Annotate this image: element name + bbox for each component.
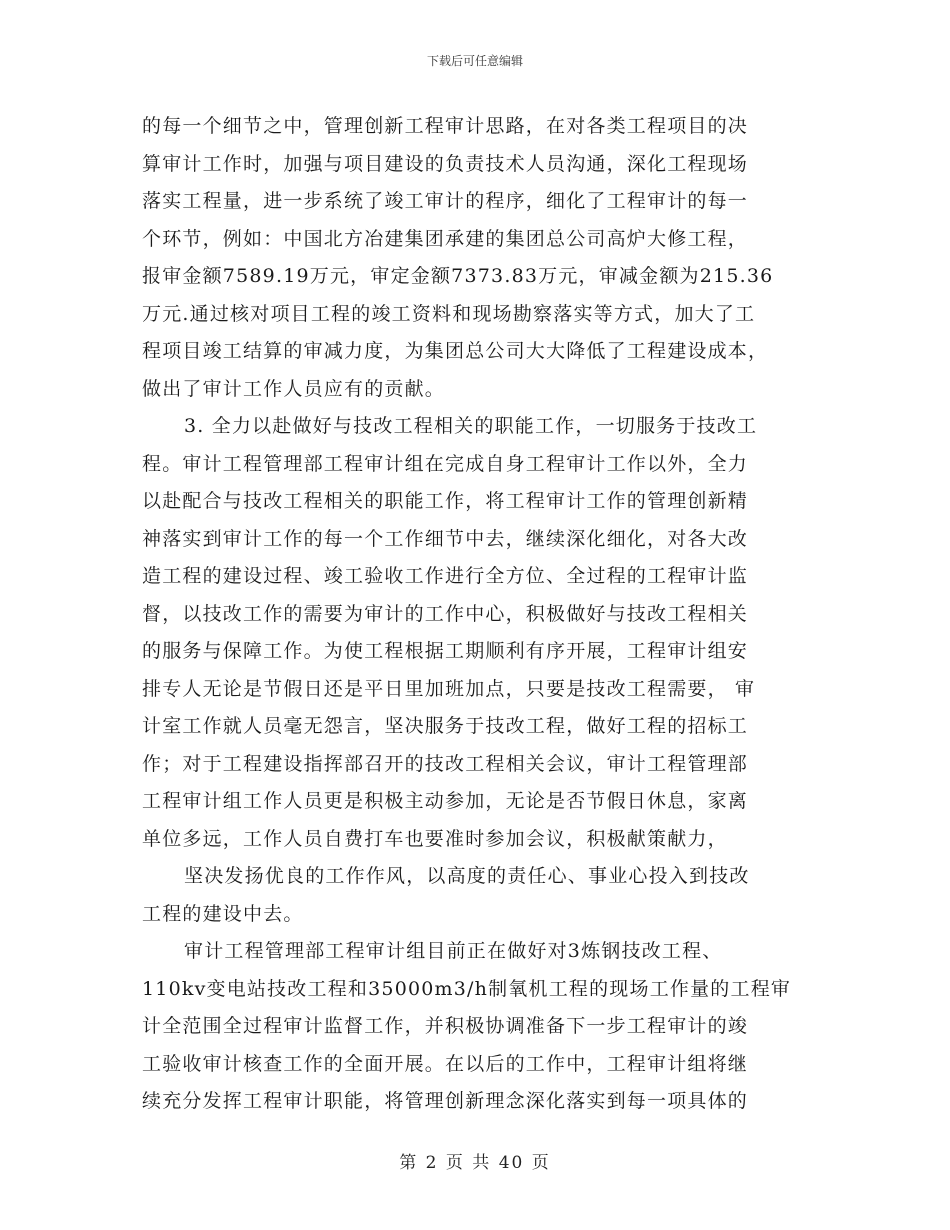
text-line: 单位多远，工作人员自费打车也要准时参加会议，积极献策献力， [142, 827, 728, 850]
text-line: 110kv变电站技改工程和35000m3/h制氧机工程的现场工作量的工程审 [142, 977, 792, 1000]
text-line: 排专人无论是节假日还是平日里加班加点，只要是技改工程需要， 审 [142, 677, 756, 700]
text-line: 万元.通过核对项目工程的竣工资料和现场勘察落实等方式，加大了工 [142, 302, 756, 325]
text-line: 3. 全力以赴做好与技改工程相关的职能工作，一切服务于技改工 [184, 415, 758, 437]
document-body [142, 108, 810, 1121]
text-line: 做出了审计工作人员应有的贡献。 [142, 377, 446, 400]
text-line: 计室工作就人员毫无怨言，坚决服务于技改工程，做好工程的招标工 [142, 715, 749, 737]
text-line: 程项目竣工结算的审减力度，为集团总公司大大降低了工程建设成本， [142, 340, 769, 362]
text-line: 神落实到审计工作的每一个工作细节中去，继续深化细化，对各大改 [142, 527, 749, 550]
text-line: 坚决发扬优良的工作作风，以高度的责任心、事业心投入到技改 [184, 865, 750, 887]
text-line: 的服务与保障工作。为使工程根据工期顺利有序开展，工程审计组安 [142, 640, 749, 662]
text-line: 造工程的建设过程、竣工验收工作进行全方位、全过程的工程审计监 [142, 565, 749, 587]
text-line: 计全范围全过程审计监督工作，并积极协调准备下一步工程审计的竣 [142, 1015, 749, 1037]
text-line: 工验收审计核查工作的全面开展。在以后的工作中，工程审计组将继 [142, 1052, 749, 1075]
text-line: 算审计工作时，加强与项目建设的负责技术人员沟通，深化工程现场 [142, 152, 749, 175]
page-header: 下载后可任意编辑 [426, 54, 523, 68]
page-footer: 第 2 页 共 40 页 [399, 1153, 551, 1173]
text-line: 审计工程管理部工程审计组目前正在做好对3炼钢技改工程、 [184, 940, 723, 962]
text-line: 工程的建设中去。 [142, 902, 304, 925]
text-line: 的每一个细节之中，管理创新工程审计思路，在对各类工程项目的决 [142, 115, 749, 137]
text-line: 个环节，例如：中国北方冶建集团承建的集团总公司高炉大修工程， [142, 227, 749, 250]
text-line: 续充分发挥工程审计职能，将管理创新理念深化落实到每一项具体的 [142, 1090, 749, 1112]
text-line: 督，以技改工作的需要为审计的工作中心，积极做好与技改工程相关 [142, 602, 749, 625]
text-line: 作；对于工程建设指挥部召开的技改工程相关会议，审计工程管理部 [142, 752, 749, 775]
text-line: 以赴配合与技改工程相关的职能工作，将工程审计工作的管理创新精 [142, 490, 749, 512]
text-line: 落实工程量，进一步系统了竣工审计的程序，细化了工程审计的每一 [142, 190, 749, 212]
text-line: 工程审计组工作人员更是积极主动参加，无论是否节假日休息，家离 [142, 790, 749, 812]
text-line: 程。审计工程管理部工程审计组在完成自身工程审计工作以外，全力 [142, 452, 749, 475]
text-line: 报审金额7589.19万元，审定金额7373.83万元，审减金额为215.36 [142, 265, 774, 287]
